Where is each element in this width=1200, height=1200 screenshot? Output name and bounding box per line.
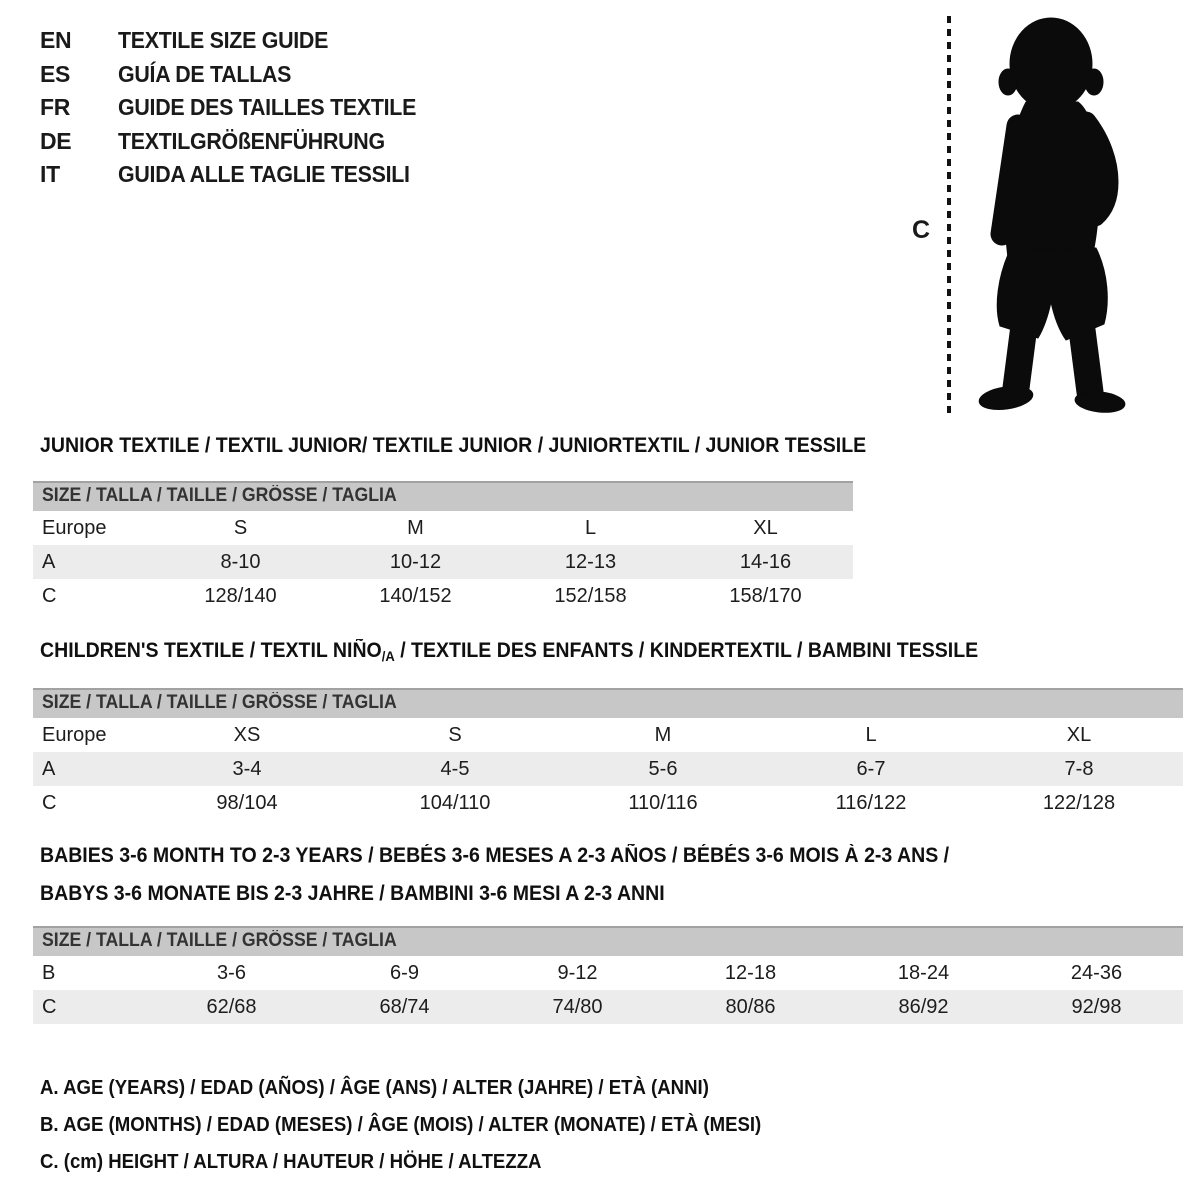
row-label: A <box>42 550 56 573</box>
legend-age-years: A. AGE (YEARS) / EDAD (AÑOS) / ÂGE (ANS) / ALTER (JAHRE) / ETÀ (ANNI) <box>40 1077 709 1099</box>
guide-title-en: TEXTILE SIZE GUIDE <box>118 27 329 54</box>
table-row-europe <box>33 511 853 545</box>
nino-a-subscript: /A <box>381 648 395 664</box>
table-cell: 74/80 <box>552 995 603 1018</box>
table-cell: 62/68 <box>206 995 257 1018</box>
table-cell: 92/98 <box>1071 995 1122 1018</box>
table-cell: 10-12 <box>389 550 442 573</box>
language-row-en <box>40 24 439 58</box>
table-cell: 8-10 <box>220 550 261 573</box>
table-cell: 12-13 <box>564 550 617 573</box>
table-row-height <box>33 579 853 613</box>
table-cell: 122/128 <box>1042 791 1116 814</box>
legend-age-months: B. AGE (MONTHS) / EDAD (MESES) / ÂGE (MOIS) / ALTER (MONATE) / ETÀ (MESI) <box>40 1114 762 1136</box>
table-row-age <box>33 752 1183 786</box>
table-cell: 24-36 <box>1070 961 1123 984</box>
language-code: ES <box>40 60 71 87</box>
table-cell: S <box>448 723 462 746</box>
table-row-europe <box>33 718 1183 752</box>
height-measure-label: C <box>912 216 931 244</box>
row-label: Europe <box>42 516 107 539</box>
row-label: C <box>42 584 57 607</box>
language-title-block <box>40 24 439 192</box>
table-row-height <box>33 990 1183 1024</box>
junior-size-header-bar: SIZE / TALLA / TAILLE / GRÖSSE / TAGLIA <box>33 481 853 511</box>
legend-block <box>40 1070 816 1181</box>
table-cell: 68/74 <box>379 995 430 1018</box>
table-cell: 140/152 <box>379 584 452 607</box>
table-row-height <box>33 786 1183 820</box>
toddler-silhouette-icon <box>962 10 1140 414</box>
table-cell: 3-4 <box>232 757 262 780</box>
language-row-de <box>40 125 439 159</box>
guide-title-es: GUÍA DE TALLAS <box>118 60 292 87</box>
guide-title-it: GUIDA ALLE TAGLIE TESSILI <box>118 161 410 188</box>
table-cell: 80/86 <box>725 995 776 1018</box>
table-cell: 6-9 <box>390 961 419 984</box>
table-cell: 4-5 <box>440 757 470 780</box>
table-cell: 18-24 <box>897 961 950 984</box>
table-cell: 14-16 <box>739 550 792 573</box>
babies-size-header-bar: SIZE / TALLA / TAILLE / GRÖSSE / TAGLIA <box>33 926 1183 956</box>
table-cell: 86/92 <box>898 995 949 1018</box>
table-cell: XL <box>753 516 778 539</box>
children-size-header-bar: SIZE / TALLA / TAILLE / GRÖSSE / TAGLIA <box>33 688 1183 718</box>
row-label: B <box>42 961 56 984</box>
language-code: FR <box>40 94 71 121</box>
table-cell: 9-12 <box>557 961 598 984</box>
row-label: Europe <box>42 723 107 746</box>
babies-size-table <box>33 926 1183 1024</box>
table-cell: 104/110 <box>419 791 491 814</box>
table-cell: 152/158 <box>554 584 627 607</box>
guide-title-de: TEXTILGRÖßENFÜHRUNG <box>118 127 385 154</box>
table-cell: M <box>654 723 672 746</box>
language-code: EN <box>40 27 72 54</box>
children-size-table <box>33 688 1183 820</box>
table-cell: 110/116 <box>628 791 698 814</box>
row-label: C <box>42 791 57 814</box>
table-cell: XL <box>1066 723 1092 746</box>
row-label: A <box>42 757 56 780</box>
junior-section-title: JUNIOR TEXTILE / TEXTIL JUNIOR/ TEXTILE JUNIOR / JUNIORTEXTIL / JUNIOR TESSILE <box>40 434 867 457</box>
language-row-it <box>40 158 439 192</box>
table-cell: L <box>865 723 877 746</box>
table-row-months <box>33 956 1183 990</box>
table-cell: 128/140 <box>204 584 277 607</box>
legend-height-cm: C. (cm) HEIGHT / ALTURA / HAUTEUR / HÖHE / ALTEZZA <box>40 1151 542 1173</box>
table-cell: 5-6 <box>648 757 678 780</box>
language-row-fr <box>40 91 439 125</box>
babies-section-title-line2: BABYS 3-6 MONATE BIS 2-3 JAHRE / BAMBINI 3-6 MESI A 2-3 ANNI <box>40 882 665 905</box>
babies-section-title-line1: BABIES 3-6 MONTH TO 2-3 YEARS / BEBÉS 3-6 MESES A 2-3 AÑOS / BÉBÉS 3-6 MOIS À 2-3 ANS / <box>40 844 950 867</box>
height-dashed-line <box>947 16 951 416</box>
children-section-title: CHILDREN'S TEXTILE / TEXTIL NIÑO/A / TEXTILE DES ENFANTS / KINDERTEXTIL / BAMBINI TESSILE <box>40 639 979 664</box>
table-cell: 7-8 <box>1064 757 1094 780</box>
row-label: C <box>42 995 57 1018</box>
junior-size-table <box>33 481 853 613</box>
table-cell: 158/170 <box>729 584 802 607</box>
table-cell: L <box>584 516 597 539</box>
table-cell: M <box>407 516 424 539</box>
table-cell: 12-18 <box>724 961 777 984</box>
language-row-es <box>40 58 439 92</box>
language-code: IT <box>40 161 60 188</box>
guide-title-fr: GUIDE DES TAILLES TEXTILE <box>118 94 417 121</box>
table-cell: XS <box>233 723 261 746</box>
table-cell: S <box>233 516 248 539</box>
table-cell: 116/122 <box>835 791 907 814</box>
table-cell: 3-6 <box>217 961 246 984</box>
table-cell: 98/104 <box>216 791 278 814</box>
table-row-age <box>33 545 853 579</box>
table-cell: 6-7 <box>856 757 886 780</box>
language-code: DE <box>40 127 72 154</box>
